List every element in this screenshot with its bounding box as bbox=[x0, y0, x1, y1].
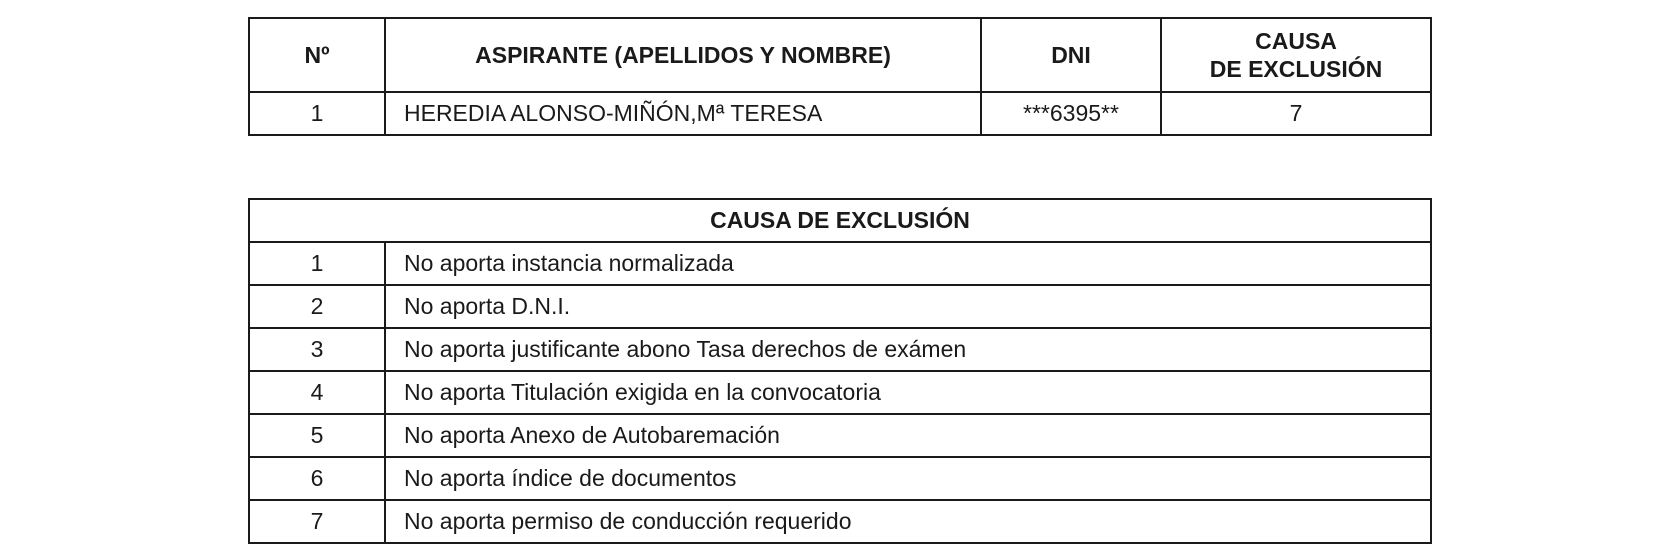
causes-header-row bbox=[249, 199, 1431, 242]
cause-description: No aporta Anexo de Autobaremación bbox=[385, 414, 1431, 457]
header-applicant: ASPIRANTE (APELLIDOS Y NOMBRE) bbox=[385, 18, 981, 92]
cause-code: 3 bbox=[249, 328, 385, 371]
cause-code: 5 bbox=[249, 414, 385, 457]
cause-description: No aporta permiso de conducción requerido bbox=[385, 500, 1431, 543]
cause-code: 1 bbox=[249, 242, 385, 285]
table-row bbox=[249, 500, 1431, 543]
table-row bbox=[249, 457, 1431, 500]
applicant-number: 1 bbox=[249, 92, 385, 135]
cause-code: 7 bbox=[249, 500, 385, 543]
applicants-header-row bbox=[249, 18, 1431, 92]
cause-code: 2 bbox=[249, 285, 385, 328]
table-row bbox=[249, 92, 1431, 135]
header-dni: DNI bbox=[981, 18, 1161, 92]
cause-code: 4 bbox=[249, 371, 385, 414]
cause-description: No aporta D.N.I. bbox=[385, 285, 1431, 328]
header-cause bbox=[1161, 18, 1431, 92]
header-cause-line2: DE EXCLUSIÓN bbox=[1209, 56, 1383, 82]
header-number: Nº bbox=[249, 18, 385, 92]
table-row bbox=[249, 371, 1431, 414]
applicants-table bbox=[248, 17, 1432, 136]
causes-title: CAUSA DE EXCLUSIÓN bbox=[249, 199, 1431, 242]
cause-code: 6 bbox=[249, 457, 385, 500]
cause-description: No aporta justificante abono Tasa derechos de exámen bbox=[385, 328, 1431, 371]
table-row bbox=[249, 328, 1431, 371]
cause-description: No aporta índice de documentos bbox=[385, 457, 1431, 500]
applicant-cause: 7 bbox=[1161, 92, 1431, 135]
table-row bbox=[249, 414, 1431, 457]
table-row bbox=[249, 242, 1431, 285]
causes-table bbox=[248, 198, 1432, 544]
applicant-name: HEREDIA ALONSO-MIÑÓN,Mª TERESA bbox=[385, 92, 981, 135]
applicant-dni: ***6395** bbox=[981, 92, 1161, 135]
header-cause-line1: CAUSA bbox=[1255, 28, 1337, 54]
cause-description: No aporta Titulación exigida en la convocatoria bbox=[385, 371, 1431, 414]
cause-description: No aporta instancia normalizada bbox=[385, 242, 1431, 285]
table-row bbox=[249, 285, 1431, 328]
